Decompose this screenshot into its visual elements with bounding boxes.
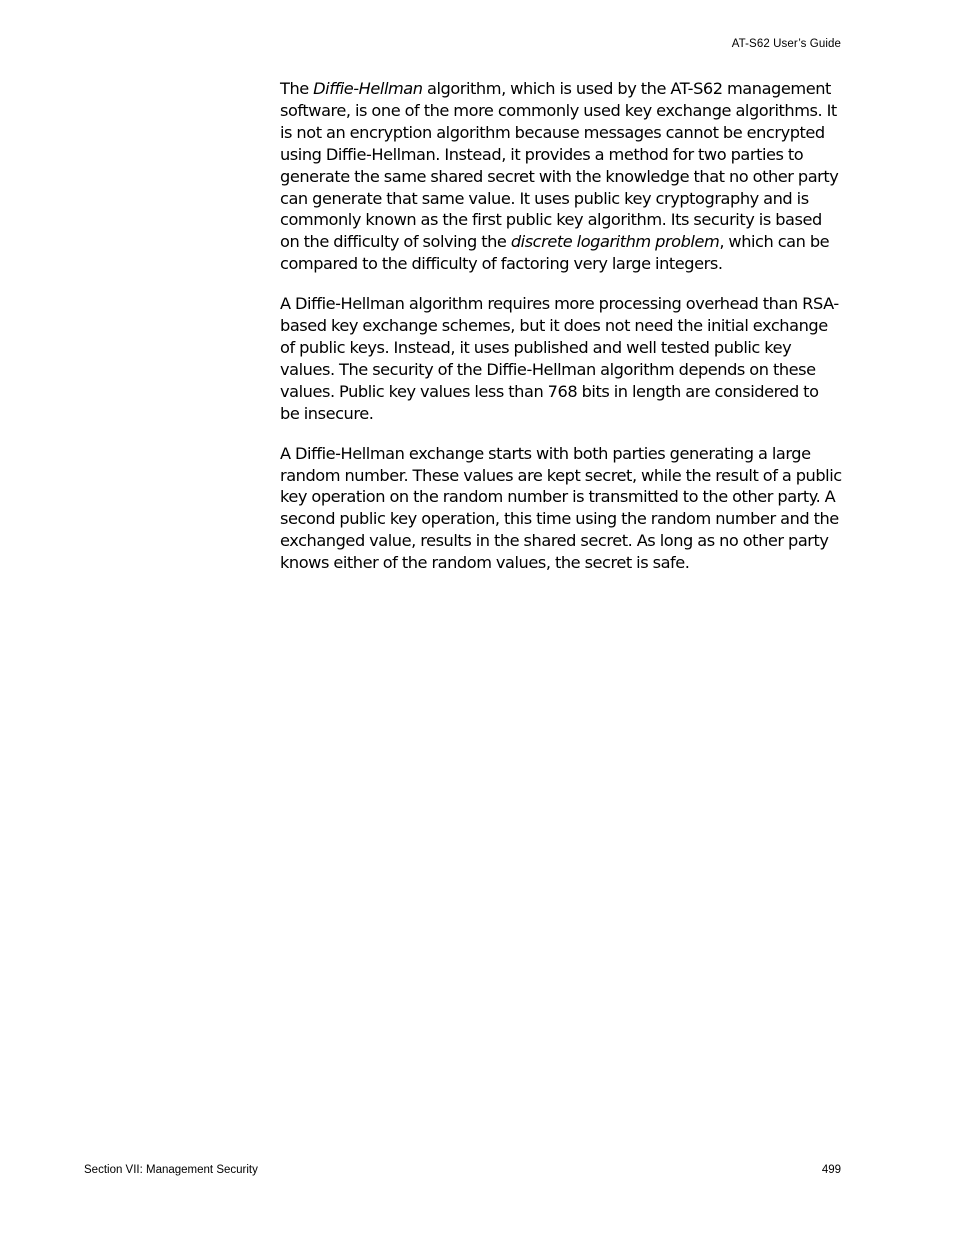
emphasis-diffie-hellman: Diffie-Hellman	[313, 79, 423, 98]
paragraph-exchange-process: A Diffie-Hellman exchange starts with both parties generating a large random number. These values are kept secret, while the result of a public key operation on the random number is transmitted to the other party. A second public key operation, this time using the random number and the exchanged value, results in the shared secret. As long as no other party knows either of the random values, the secret is safe.	[280, 443, 842, 573]
footer-section-title: Section VII: Management Security	[84, 1164, 258, 1176]
paragraph-processing-overhead: A Diffie-Hellman algorithm requires more processing overhead than RSA-based key exchange schemes, but it does not need the initial exchange of public keys. Instead, it uses published and well tested public key values. The security of the Diffie-Hellman algorithm depends on these values. Public key values less than 768 bits in length are considered to be insecure.	[280, 294, 839, 423]
paragraph-text: , which can be compared to the difficulty of factoring very large integers.	[280, 232, 830, 274]
paragraph-text: algorithm, which is used by the AT-S62 management software, is one of the more commonly used key exchange algorithms. It is not an encryption algorithm because messages cannot be encrypted using Diffie-Hellman. Instead, it provides a method for two parties to generate the same shared secret with the knowledge that no other party can generate that same value. It uses public key cryptography and is commonly known as the first public key algorithm. Its security is based on the difficulty of solving the	[280, 79, 839, 252]
body-text	[280, 78, 842, 592]
paragraph-text: The	[280, 79, 314, 98]
page-number: 499	[821, 1164, 841, 1176]
paragraph-diffie-hellman-intro	[280, 78, 842, 275]
running-header: AT-S62 User’s Guide	[731, 38, 841, 50]
emphasis-discrete-logarithm: discrete logarithm problem	[510, 232, 720, 252]
